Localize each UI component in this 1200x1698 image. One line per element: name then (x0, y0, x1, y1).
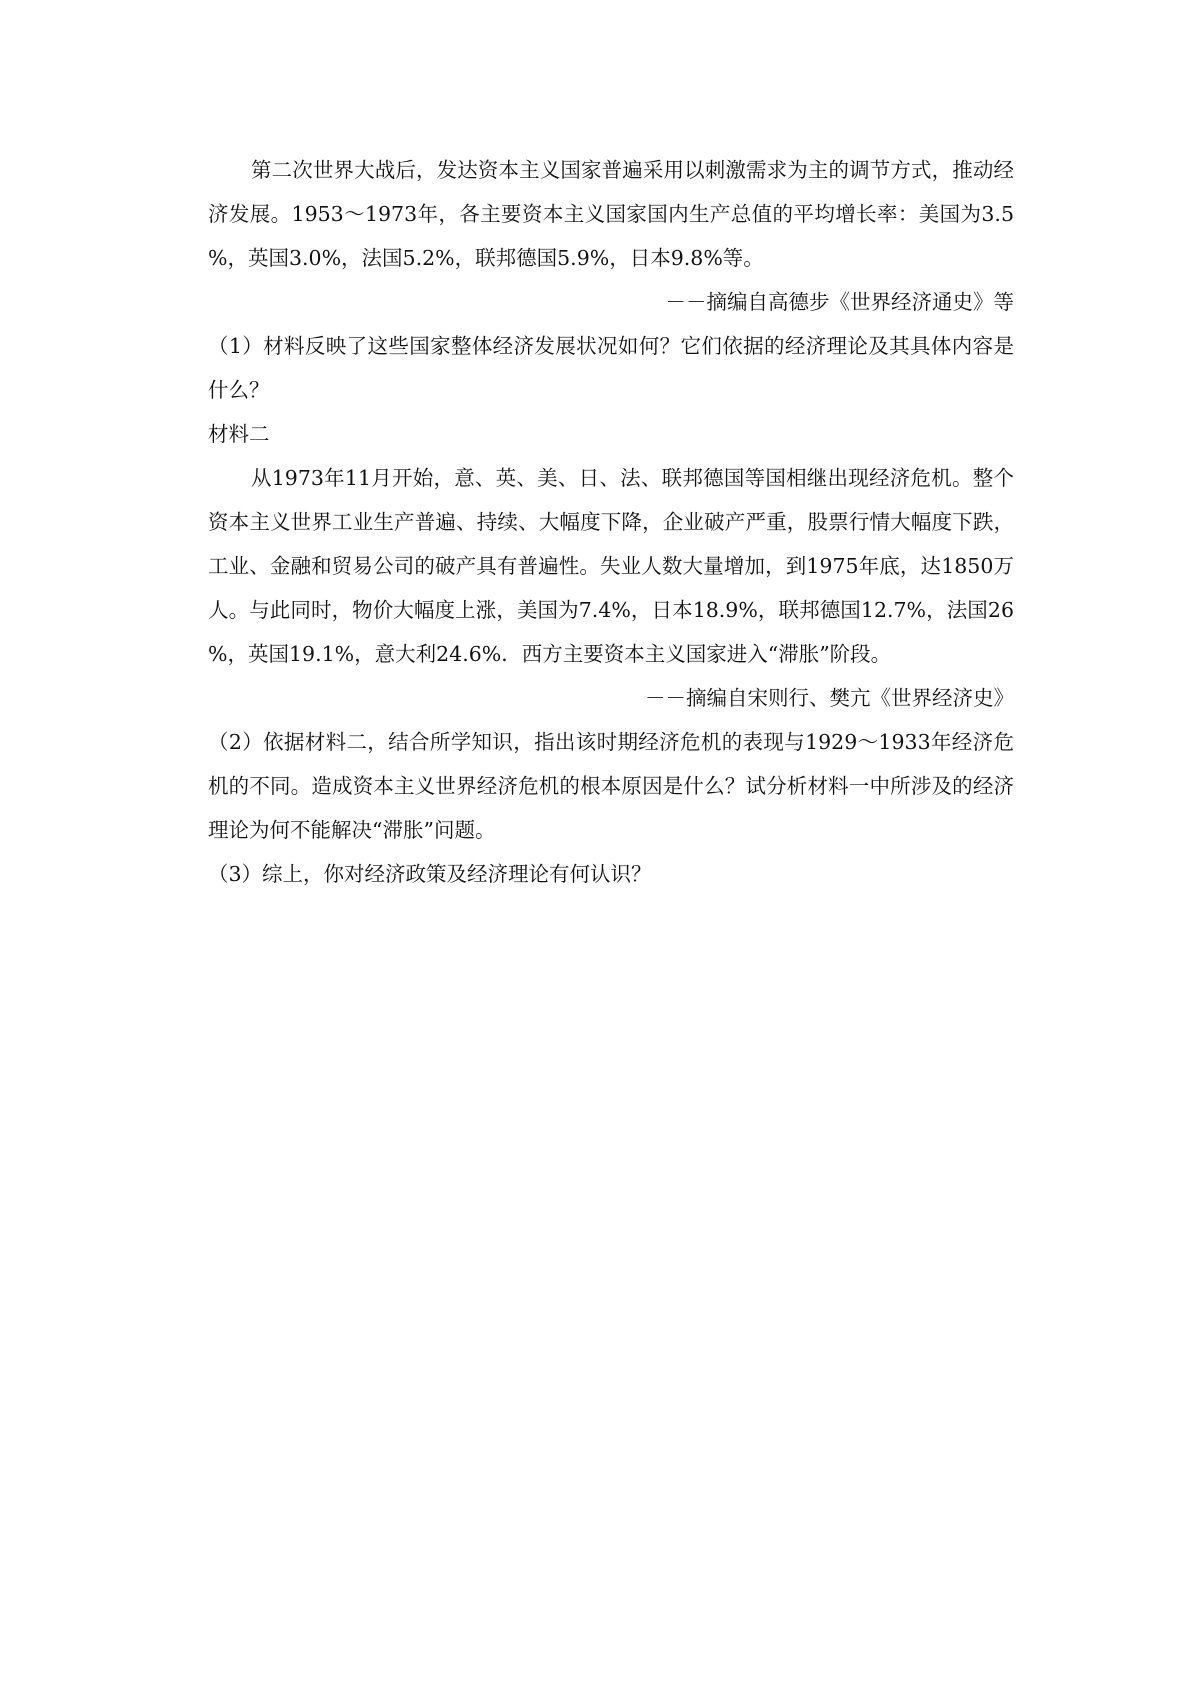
question-2: （2）依据材料二，结合所学知识，指出该时期经济危机的表现与1929～1933年经济危机的不同。造成资本主义世界经济危机的根本原因是什么？试分析材料一中所涉及的经济理论为何不能解决“滞胀”问题。 (208, 730, 1014, 842)
material-two-label: 材料二 (208, 422, 270, 446)
material-one-source: －－摘编自高德步《世界经济通史》等 (665, 290, 1014, 314)
material-two-paragraph: 从1973年11月开始，意、英、美、日、法、联邦德国等国相继出现经济危机。整个资本主义世界工业生产普遍、持续、大幅度下降，企业破产严重，股票行情大幅度下跌，工业、金融和贸易公司的破产具有普遍性。失业人数大量增加，到1975年底，达1850万人。与此同时，物价大幅度上涨，美国为7.4%，日本18.9%，联邦德国12.7%，法国26%，英国19.1%，意大利24.6%．西方主要资本主义国家进入“滞胀”阶段。 (208, 466, 1014, 666)
question-3: （3）综上，你对经济政策及经济理论有何认识？ (208, 862, 652, 886)
question-1: （1）材料反映了这些国家整体经济发展状况如何？它们依据的经济理论及其具体内容是什么？ (208, 334, 1014, 402)
document-content (208, 148, 1014, 896)
material-two-source: －－摘编自宋则行、樊亢《世界经济史》 (645, 686, 1014, 710)
material-one-paragraph: 第二次世界大战后，发达资本主义国家普遍采用以刺激需求为主的调节方式，推动经济发展。1953～1973年，各主要资本主义国家国内生产总值的平均增长率：美国为3.5%，英国3.0%，法国5.2%，联邦德国5.9%，日本9.8%等。 (208, 158, 1014, 270)
